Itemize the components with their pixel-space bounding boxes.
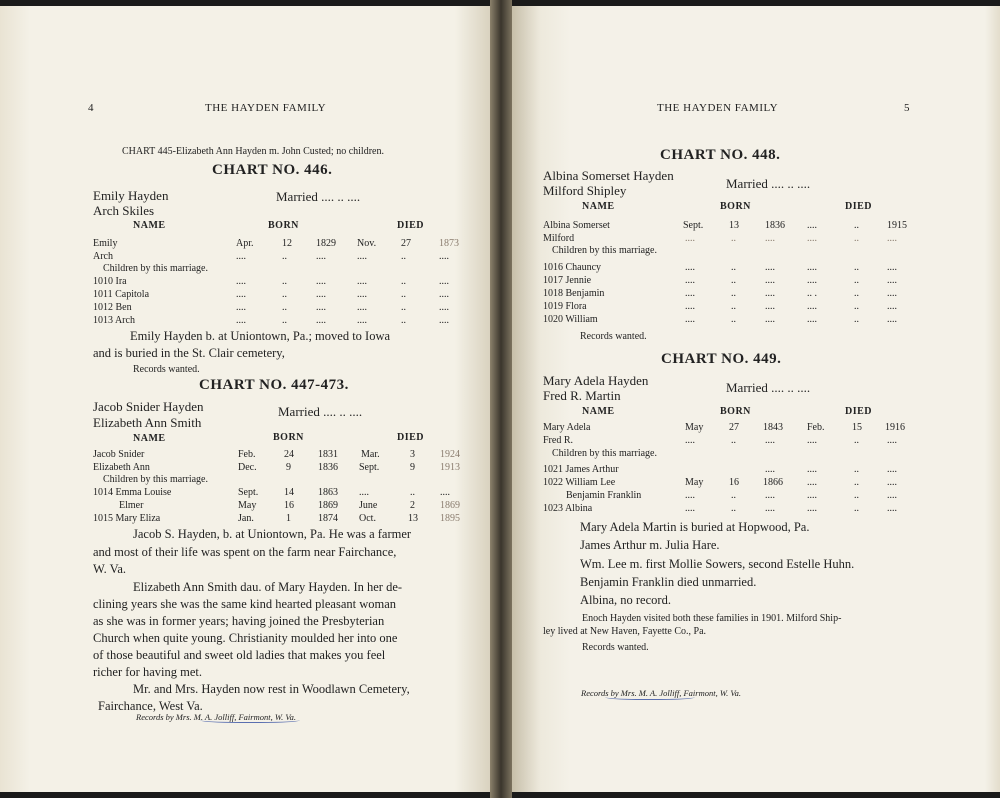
col-born: BORN bbox=[273, 432, 304, 443]
married-line: Married .... .. .... bbox=[276, 189, 361, 204]
paragraph: and most of their life was spent on the farm near Fairchance, bbox=[93, 545, 397, 559]
signature-underline bbox=[200, 716, 300, 723]
children-label: Children by this marriage. bbox=[103, 474, 208, 485]
paragraph: Fairchance, West Va. bbox=[98, 699, 203, 713]
book-gutter bbox=[490, 0, 512, 798]
paragraph: Mary Adela Martin is buried at Hopwood, Pa. bbox=[580, 520, 810, 534]
paragraph: Benjamin Franklin died unmarried. bbox=[580, 575, 757, 589]
married-line: Married .... .. .... bbox=[278, 404, 363, 419]
records-signature: Records by Mrs. M. A. Jolliff, Fairmont, W. Va. bbox=[136, 712, 296, 722]
paragraph: W. Va. bbox=[93, 562, 126, 576]
paragraph: Mr. and Mrs. Hayden now rest in Woodlawn Cemetery, bbox=[133, 682, 410, 696]
left-page: 4 THE HAYDEN FAMILY CHART 445-Elizabeth Ann Hayden m. John Custed; no children. CHART NO. 446. Emily Hayden Arch Skiles Married .... .. .... NAME BORN DIED Emily Apr. 12 1829 Nov. 27 1873 Arch .... .. .... .... .. .... Children by this marriage. 1010 Ira .... .. .... .... .. .... 1011 Capitola .... .. .... .... .. .... 1012 Ben .... .. .... .... .. .... 1013 Arch .... .. .... .... .. .... Emily Hayden b. at Uniontown, Pa.; moved to Iowa and is buried in the St. Clair cemetery, Records wanted. CHART NO. 447-473. Jacob Snider Hayden Elizabeth Ann Smith Married .... .. .... NAME BORN DIED Jacob Snider Feb. 24 1831 Mar. 3 1924 Elizabeth Ann Dec. 9 1836 Sept. 9 1913 Children by this marriage. 1014 Emma Louise Sept. 14 1863 .... .. .... Elmer May 16 1869 June 2 1869 1015 Mary Eliza Jan. 1 1874 Oct. 13 1895 Jacob S. Hayden, b. at Uniontown, Pa. He was a farmer and most of their life was spent on the farm near Fairchance, W. Va. Elizabeth Ann Smith dau. of Mary Hayden. In her de- clining years she was the same kind hearted pleasant woman as she was in former years; having joined the Presbyterian Church when quite young. Christianity moulded her into one of those beautiful and sweet old ladies that makes you feel richer for having met. Mr. and Mrs. Hayden now rest in Woodlawn Cemetery, Fairchance, West Va. Records by Mrs. M. A. Jolliff, Fairmont, W. Va. bbox=[0, 6, 500, 792]
chart-446-title: CHART NO. 446. bbox=[212, 162, 333, 178]
running-head: THE HAYDEN FAMILY bbox=[205, 102, 327, 114]
spouse-1: Mary Adela Hayden bbox=[543, 373, 649, 388]
paragraph: Enoch Hayden visited both these families in 1901. Milford Ship- bbox=[582, 613, 842, 624]
page-number: 4 bbox=[88, 102, 94, 114]
right-page: THE HAYDEN FAMILY 5 CHART NO. 448. Albina Somerset Hayden Milford Shipley Married .... .. .... NAME BORN DIED Albina Somerset Sept. 13 1836 .... .. 1915 Milford .... .. .... .... .. .... Children by this marriage. 1016 Chauncy .... .. .... .... .. .... 1017 Jennie .... .. .... .... .. .... 1018 Benjamin .... .. .... .. . .. .... 1019 Flora .... .. .... .... .. .... 1020 William .... .. .... .... .. .... Records wanted. CHART NO. 449. Mary Adela Hayden Fred R. Martin Married .... .. .... NAME BORN DIED Mary Adela May 27 1843 Feb. 15 1916 Fred R. .... .. .... .... .. .... Children by this marriage. 1021 James Arthur .... .... .. .... 1022 William Lee May 16 1866 .... .. .... Benjamin Franklin .... .. .... .... .. .... 1023 Albina .... .. .... .... .. .... Mary Adela Martin is buried at Hopwood, Pa. James Arthur m. Julia Hare. Wm. Lee m. first Mollie Sowers, second Estelle Huhn. Benjamin Franklin died unmarried. Albina, no record. Enoch Hayden visited both these families in 1901. Milford Ship- ley lived at New Haven, Fayette Co., Pa. Records wanted. Records by Mrs. M. A. Jolliff, Fairmont, W. Va. bbox=[500, 6, 1000, 792]
spouse-1: Emily Hayden bbox=[93, 188, 169, 203]
chart-449-title: CHART NO. 449. bbox=[661, 351, 782, 367]
paragraph: clining years she was the same kind hearted pleasant woman bbox=[93, 597, 397, 611]
col-born: BORN bbox=[720, 406, 751, 417]
paragraph: Wm. Lee m. first Mollie Sowers, second Estelle Huhn. bbox=[580, 557, 855, 571]
children-label: Children by this marriage. bbox=[552, 448, 657, 459]
chart-448-title: CHART NO. 448. bbox=[660, 147, 781, 163]
col-name: NAME bbox=[133, 433, 166, 444]
col-died: DIED bbox=[397, 220, 425, 231]
col-died: DIED bbox=[845, 406, 873, 417]
records-wanted: Records wanted. bbox=[580, 331, 647, 342]
paragraph: ley lived at New Haven, Fayette Co., Pa. bbox=[543, 626, 707, 637]
married-line: Married .... .. .... bbox=[726, 380, 811, 395]
spouse-2: Arch Skiles bbox=[93, 203, 155, 218]
paragraph: as she was in former years; having joined the Presbyterian bbox=[93, 614, 385, 628]
married-line: Married .... .. .... bbox=[726, 176, 811, 191]
paragraph: Albina, no record. bbox=[580, 593, 671, 607]
col-born: BORN bbox=[268, 220, 299, 231]
page-number: 5 bbox=[904, 102, 910, 114]
paragraph: and is buried in the St. Clair cemetery, bbox=[93, 346, 285, 360]
spouse-2: Elizabeth Ann Smith bbox=[93, 415, 202, 430]
col-name: NAME bbox=[582, 201, 615, 212]
col-name: NAME bbox=[133, 220, 166, 231]
records-signature: Records by Mrs. M. A. Jolliff, Fairmont, W. Va. bbox=[581, 688, 741, 698]
children-label: Children by this marriage. bbox=[103, 263, 208, 274]
children-label: Children by this marriage. bbox=[552, 245, 657, 256]
running-head: THE HAYDEN FAMILY bbox=[657, 102, 779, 114]
col-name: NAME bbox=[582, 406, 615, 417]
spouse-2: Milford Shipley bbox=[543, 183, 627, 198]
spouse-1: Albina Somerset Hayden bbox=[543, 168, 674, 183]
paragraph: Emily Hayden b. at Uniontown, Pa.; moved to Iowa bbox=[130, 329, 391, 343]
spouse-1: Jacob Snider Hayden bbox=[93, 399, 204, 414]
paragraph: richer for having met. bbox=[93, 665, 202, 679]
paragraph: Elizabeth Ann Smith dau. of Mary Hayden. In her de- bbox=[133, 580, 403, 594]
paragraph: James Arthur m. Julia Hare. bbox=[580, 538, 720, 552]
paragraph: Jacob S. Hayden, b. at Uniontown, Pa. He was a farmer bbox=[133, 527, 412, 541]
signature-underline bbox=[605, 693, 695, 700]
records-wanted: Records wanted. bbox=[582, 642, 649, 653]
records-wanted: Records wanted. bbox=[133, 364, 200, 375]
chart-445-note: CHART 445-Elizabeth Ann Hayden m. John Custed; no children. bbox=[122, 146, 384, 157]
paragraph: Church when quite young. Christianity moulded her into one bbox=[93, 631, 398, 645]
paragraph: of those beautiful and sweet old ladies that makes you feel bbox=[93, 648, 386, 662]
col-died: DIED bbox=[845, 201, 873, 212]
col-died: DIED bbox=[397, 432, 425, 443]
spouse-2: Fred R. Martin bbox=[543, 388, 621, 403]
chart-447-title: CHART NO. 447-473. bbox=[199, 377, 349, 393]
col-born: BORN bbox=[720, 201, 751, 212]
